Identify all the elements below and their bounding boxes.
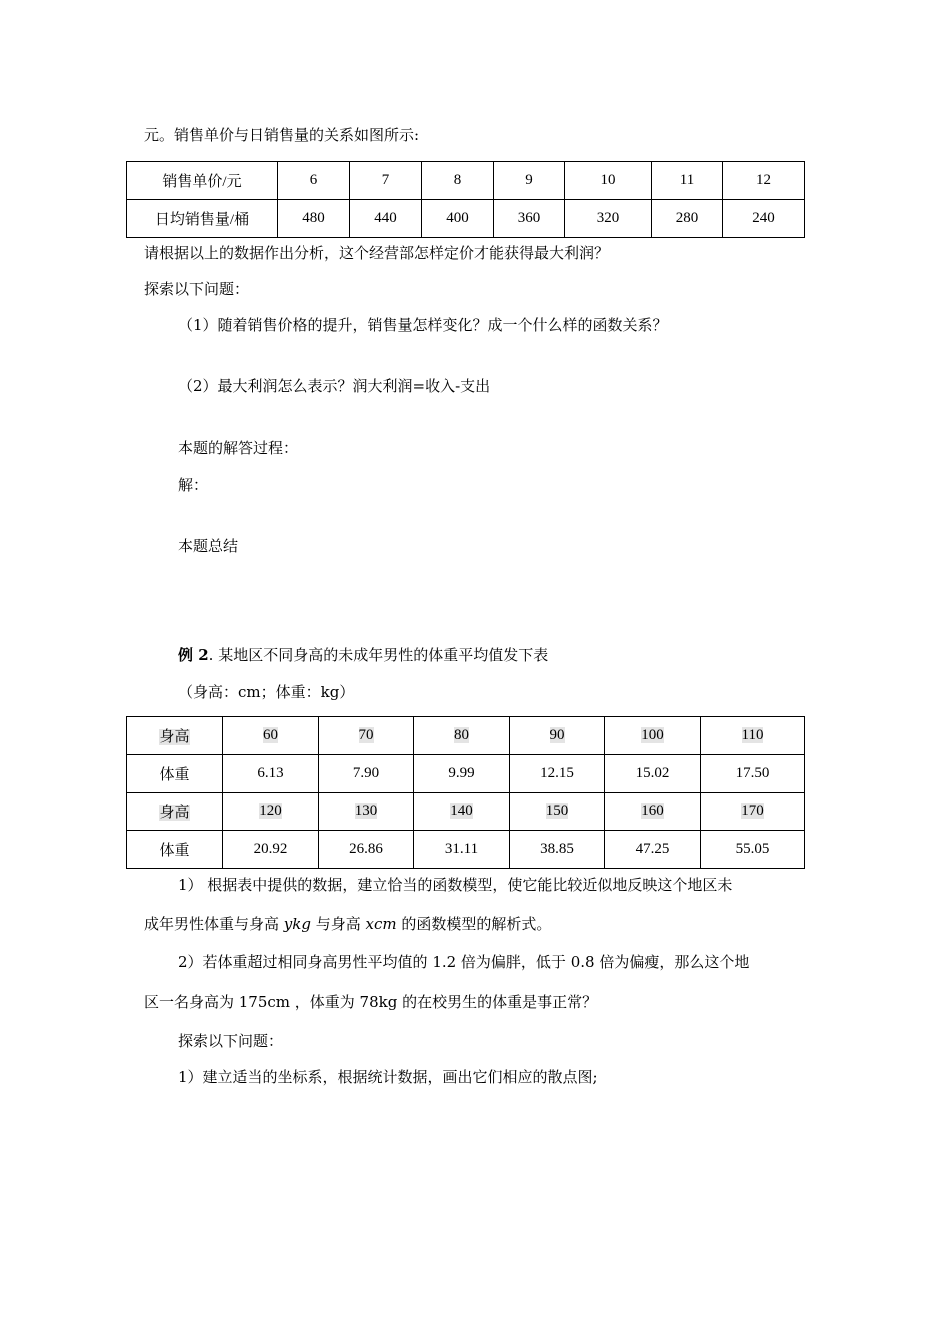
table-cell: [414, 717, 510, 755]
cell-value: 80: [454, 727, 469, 743]
table-cell: 销售单价/元: [127, 162, 278, 200]
cell-value: 60: [263, 727, 278, 743]
explore-heading-2: 探索以下问题：: [178, 1032, 284, 1050]
table-row: [127, 755, 805, 793]
example-2-heading: [178, 645, 548, 665]
height-weight-table: [126, 716, 805, 869]
intro-line: 元。销售单价与日销售量的关系如图所示:: [144, 126, 420, 144]
table-cell: [319, 793, 414, 831]
cell-value: 90: [549, 727, 565, 743]
explore-heading: 探索以下问题：: [144, 280, 250, 298]
table-row: [127, 717, 805, 755]
summary-label: 本题总结: [178, 537, 239, 555]
table-cell: 38.85: [510, 831, 605, 869]
cell-value: 170: [741, 803, 764, 819]
table-cell: [127, 793, 223, 831]
table-cell: [127, 717, 223, 755]
table-cell: 6: [278, 162, 350, 200]
table-cell: [223, 793, 319, 831]
cell-value: 120: [259, 803, 282, 819]
example-text: . 某地区不同身高的未成年男性的体重平均值发下表: [208, 646, 549, 664]
table-cell: 日均销售量/桶: [127, 200, 278, 238]
table-cell: 15.02: [605, 755, 701, 793]
part-2-line-2: 区一名身高为 175cm ，体重为 78kg 的在校男生的体重是事正常？: [144, 993, 598, 1011]
table-cell: 9.99: [414, 755, 510, 793]
text-run: 的函数模型的解析式。: [396, 915, 552, 933]
text-run: 与身高: [310, 915, 366, 933]
example-label: 例 2: [178, 646, 209, 664]
cell-value: 140: [450, 803, 473, 819]
variable-y: ykg: [283, 915, 311, 933]
table-cell: 240: [723, 200, 805, 238]
table-cell: [414, 793, 510, 831]
cell-value: 160: [641, 803, 664, 819]
step-1-line: 1）建立适当的坐标系，根据统计数据，画出它们相应的散点图;: [178, 1068, 598, 1086]
cell-value: 110: [741, 727, 764, 743]
question-item-1: （1）随着销售价格的提升，销售量怎样变化？成一个什么样的函数关系？: [178, 316, 668, 334]
table-cell: [605, 793, 701, 831]
table-cell: [319, 717, 414, 755]
question-line: 请根据以上的数据作出分析，这个经营部怎样定价才能获得最大利润？: [144, 244, 610, 262]
part-2-line-1: 2）若体重超过相同身高男性平均值的 1.2 倍为偏胖，低于 0.8 倍为偏瘦，那么这个地: [178, 953, 750, 971]
text-run: 成年男性体重与身高: [144, 915, 284, 933]
part-1-line-2: [144, 914, 551, 934]
table-cell: [701, 793, 805, 831]
table-cell: 10: [565, 162, 652, 200]
cell-value: 100: [641, 727, 664, 743]
table-cell: 280: [652, 200, 723, 238]
table-cell: 6.13: [223, 755, 319, 793]
table-cell: 12: [723, 162, 805, 200]
table-cell: 12.15: [510, 755, 605, 793]
part-1-line-1: 1） 根据表中提供的数据，建立恰当的函数模型，使它能比较近似地反映这个地区未: [178, 876, 733, 894]
table-row: [127, 162, 805, 200]
table-cell: 440: [350, 200, 422, 238]
table-cell: 360: [494, 200, 565, 238]
table-cell: 17.50: [701, 755, 805, 793]
cell-value: 70: [358, 727, 374, 743]
table-cell: 55.05: [701, 831, 805, 869]
table-cell: 7: [350, 162, 422, 200]
cell-value: 150: [545, 803, 569, 819]
table-cell: 9: [494, 162, 565, 200]
table-cell: 11: [652, 162, 723, 200]
table-row: [127, 793, 805, 831]
table-cell: 体重: [127, 831, 223, 869]
table-cell: 8: [422, 162, 494, 200]
table-cell: [510, 793, 605, 831]
solution-process-label: 本题的解答过程：: [178, 439, 299, 457]
units-line: （身高：cm；体重：kg）: [178, 683, 355, 701]
table-cell: [223, 717, 319, 755]
table-cell: 体重: [127, 755, 223, 793]
table-row: [127, 200, 805, 238]
question-item-2: （2）最大利润怎么表示？润大利润=收入-支出: [178, 377, 491, 395]
cell-value: 130: [354, 803, 378, 819]
solution-label: 解：: [178, 476, 209, 494]
table-cell: 400: [422, 200, 494, 238]
cell-value: 身高: [159, 805, 190, 821]
table-cell: 47.25: [605, 831, 701, 869]
cell-value: 身高: [159, 729, 190, 745]
table-cell: 31.11: [414, 831, 510, 869]
table-cell: [605, 717, 701, 755]
price-sales-table: [126, 161, 805, 238]
table-cell: 20.92: [223, 831, 319, 869]
table-cell: 7.90: [319, 755, 414, 793]
table-cell: 26.86: [319, 831, 414, 869]
table-row: [127, 831, 805, 869]
table-cell: 480: [278, 200, 350, 238]
table-cell: [701, 717, 805, 755]
variable-x: xcm: [365, 915, 397, 933]
table-cell: [510, 717, 605, 755]
table-cell: 320: [565, 200, 652, 238]
